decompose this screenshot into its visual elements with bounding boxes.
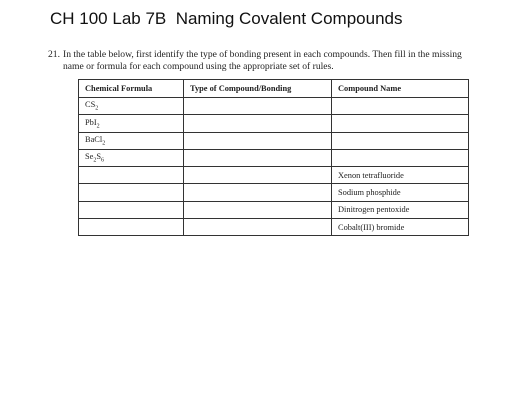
table-row (79, 219, 469, 236)
formula-subscript: 2 (93, 157, 97, 164)
compound-name-cell[interactable] (332, 98, 469, 115)
formula-symbol: S (96, 152, 102, 162)
bonding-cell[interactable] (184, 167, 332, 184)
formula-subscript: 6 (101, 157, 105, 164)
table-row (79, 184, 469, 201)
compound-name-cell[interactable]: Dinitrogen pentoxide (332, 201, 469, 218)
table-row (79, 167, 469, 184)
question-number: 21. (48, 49, 60, 60)
column-header-formula: Chemical Formula (79, 80, 184, 98)
compound-table (78, 79, 469, 236)
compound-name-cell[interactable]: Sodium phosphide (332, 184, 469, 201)
bonding-cell[interactable] (184, 149, 332, 166)
column-header-bonding: Type of Compound/Bonding (184, 80, 332, 98)
formula-subscript: 2 (96, 123, 100, 130)
table-row (79, 201, 469, 218)
table-header-row (79, 80, 469, 98)
formula-cell[interactable] (79, 184, 184, 201)
bonding-cell[interactable] (184, 219, 332, 236)
question-text: In the table below, first identify the type of bonding present in each compounds. Then fill in the missing name or formula for each compound using the appropriate set of rules. (63, 49, 462, 72)
bonding-cell[interactable] (184, 115, 332, 132)
question-block (48, 49, 483, 72)
formula-symbol: PbI (85, 117, 97, 127)
bonding-cell[interactable] (184, 98, 332, 115)
formula-cell[interactable] (79, 132, 184, 149)
bonding-cell[interactable] (184, 201, 332, 218)
compound-name-cell[interactable]: Cobalt(III) bromide (332, 219, 469, 236)
formula-subscript: 2 (95, 105, 99, 112)
compound-name-cell[interactable] (332, 132, 469, 149)
formula-cell[interactable] (79, 201, 184, 218)
page-title: CH 100 Lab 7B Naming Covalent Compounds (50, 9, 403, 28)
formula-symbol: BaCl (85, 134, 103, 144)
formula-cell[interactable] (79, 219, 184, 236)
formula-cell[interactable] (79, 115, 184, 132)
table-row (79, 98, 469, 115)
table-row (79, 149, 469, 166)
formula-symbol: Se (85, 152, 94, 162)
formula-cell[interactable] (79, 149, 184, 166)
bonding-cell[interactable] (184, 184, 332, 201)
formula-symbol: CS (85, 100, 96, 110)
formula-cell[interactable] (79, 98, 184, 115)
compound-name-cell[interactable] (332, 115, 469, 132)
formula-cell[interactable] (79, 167, 184, 184)
table-row (79, 115, 469, 132)
compound-name-cell[interactable] (332, 149, 469, 166)
bonding-cell[interactable] (184, 132, 332, 149)
formula-subscript: 2 (102, 140, 106, 147)
compound-name-cell[interactable]: Xenon tetrafluoride (332, 167, 469, 184)
table-row (79, 132, 469, 149)
column-header-name: Compound Name (332, 80, 469, 98)
table-body (79, 98, 469, 236)
